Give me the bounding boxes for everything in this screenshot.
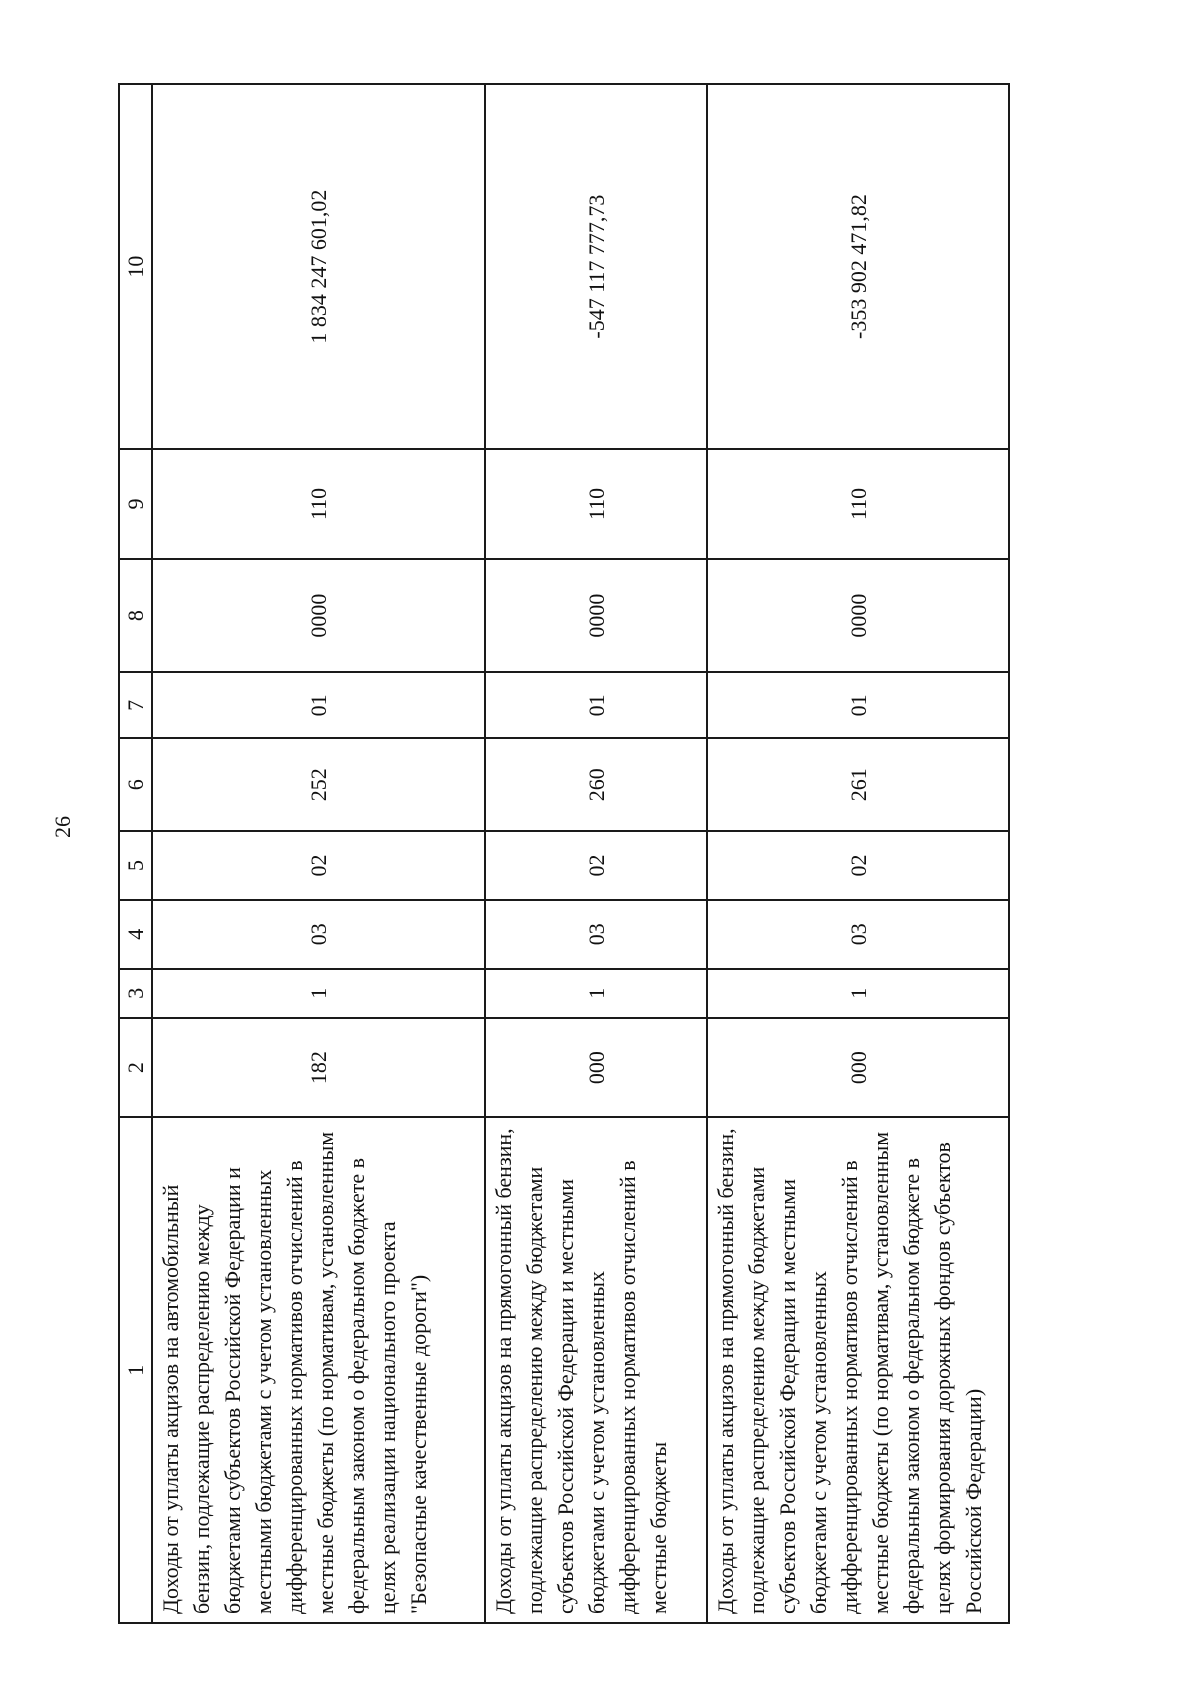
group-code: 1 bbox=[152, 969, 485, 1018]
header-cell: 6 bbox=[119, 738, 152, 831]
economic-code: 110 bbox=[152, 449, 485, 559]
header-cell: 5 bbox=[119, 831, 152, 900]
group-code: 1 bbox=[707, 969, 1009, 1018]
amount-value: -547 117 777,73 bbox=[485, 84, 707, 449]
page-number: 26 bbox=[50, 816, 75, 838]
table-row bbox=[152, 84, 485, 1623]
element-code: 01 bbox=[152, 672, 485, 738]
program-code: 0000 bbox=[152, 559, 485, 673]
header-cell: 9 bbox=[119, 449, 152, 559]
header-cell: 8 bbox=[119, 559, 152, 673]
program-code: 0000 bbox=[485, 559, 707, 673]
subgroup-code: 03 bbox=[707, 900, 1009, 969]
program-code: 0000 bbox=[707, 559, 1009, 673]
table-row bbox=[485, 84, 707, 1623]
admin-code: 000 bbox=[485, 1018, 707, 1118]
header-cell: 4 bbox=[119, 900, 152, 969]
revenue-table bbox=[118, 83, 1010, 1624]
header-cell: 3 bbox=[119, 969, 152, 1018]
header-cell: 10 bbox=[119, 84, 152, 449]
article-code: 02 bbox=[707, 831, 1009, 900]
group-code: 1 bbox=[485, 969, 707, 1018]
header-cell: 1 bbox=[119, 1118, 152, 1624]
row-description: Доходы от уплаты акцизов на автомобильный бензин, подлежащие распределению между бюджетами субъектов Российской Федерации и местными бюджетами с учетом установленных дифференцированных нормативов отчислений в местные бюджеты (по нормативам, установленным федеральным законом о федеральном бюджете в целях реализации национального проекта "Безопасные качественные дороги") bbox=[152, 1118, 485, 1624]
rotated-table-container bbox=[118, 83, 1006, 1624]
table-header-row bbox=[119, 84, 152, 1623]
subgroup-code: 03 bbox=[485, 900, 707, 969]
subgroup-code: 03 bbox=[152, 900, 485, 969]
element-code: 01 bbox=[707, 672, 1009, 738]
admin-code: 000 bbox=[707, 1018, 1009, 1118]
header-cell: 2 bbox=[119, 1018, 152, 1118]
subarticle-code: 260 bbox=[485, 738, 707, 831]
article-code: 02 bbox=[485, 831, 707, 900]
amount-value: 1 834 247 601,02 bbox=[152, 84, 485, 449]
amount-value: -353 902 471,82 bbox=[707, 84, 1009, 449]
table-row bbox=[707, 84, 1009, 1623]
subarticle-code: 252 bbox=[152, 738, 485, 831]
header-cell: 7 bbox=[119, 672, 152, 738]
economic-code: 110 bbox=[707, 449, 1009, 559]
economic-code: 110 bbox=[485, 449, 707, 559]
element-code: 01 bbox=[485, 672, 707, 738]
subarticle-code: 261 bbox=[707, 738, 1009, 831]
admin-code: 182 bbox=[152, 1018, 485, 1118]
row-description: Доходы от уплаты акцизов на прямогонный бензин, подлежащие распределению между бюджетами субъектов Российской Федерации и местными бюджетами с учетом установленных дифференцированных нормативов отчислений в местные бюджеты bbox=[485, 1118, 707, 1624]
article-code: 02 bbox=[152, 831, 485, 900]
row-description: Доходы от уплаты акцизов на прямогонный бензин, подлежащие распределению между бюджетами субъектов Российской Федерации и местными бюджетами с учетом установленных дифференцированных нормативов отчислений в местные бюджеты (по нормативам, установленным федеральным законом о федеральном бюджете в целях формирования дорожных фондов субъектов Российской Федерации) bbox=[707, 1118, 1009, 1624]
